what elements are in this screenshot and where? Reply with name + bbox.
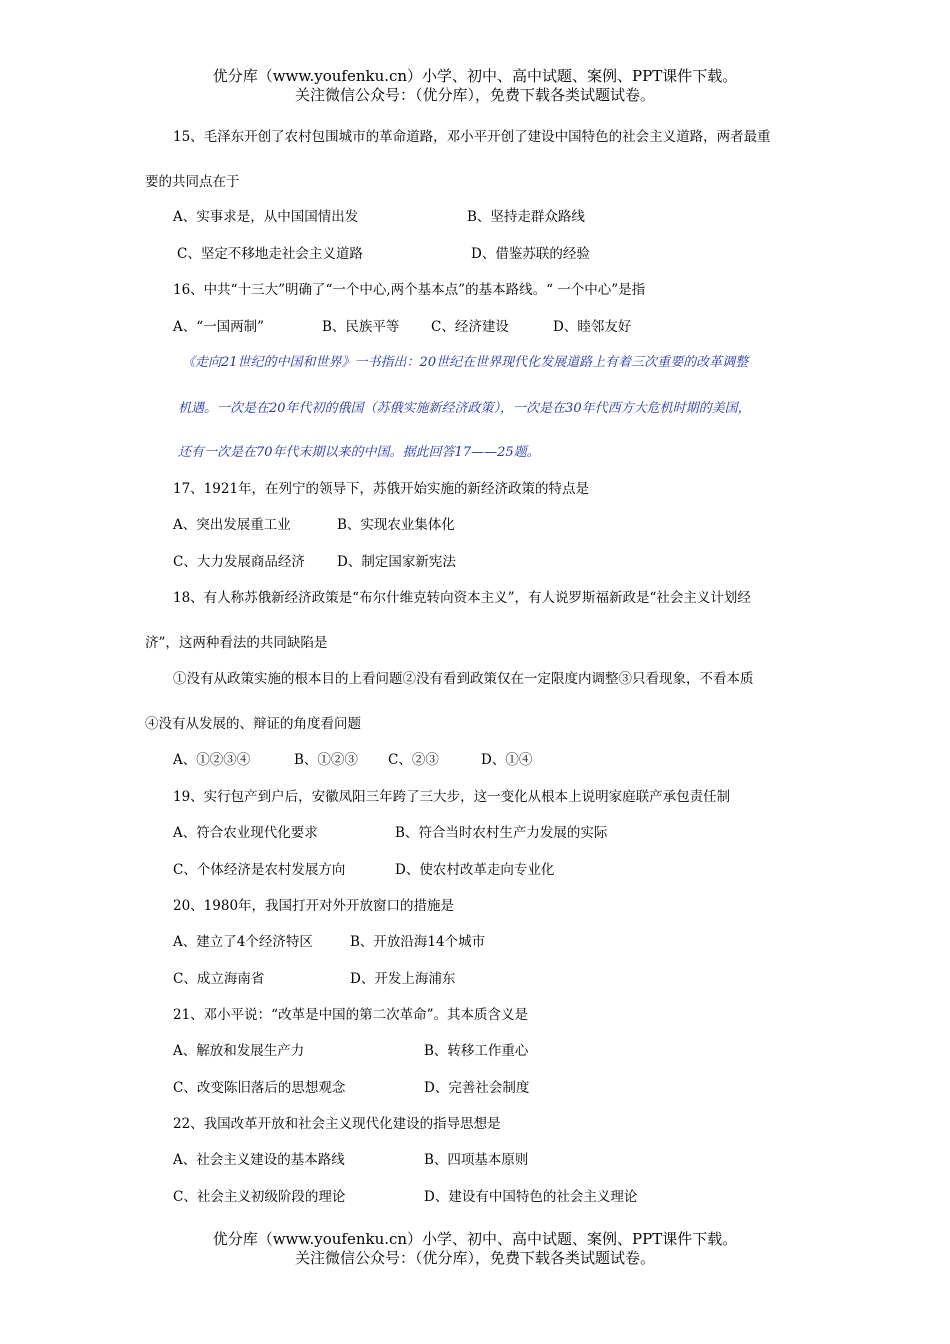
q16-option-b: B、民族平等 xyxy=(322,319,400,335)
q17-option-b: B、实现农业集体化 xyxy=(337,517,455,533)
intro-passage-line-1: 《走向21世纪的中国和世界》一书指出：20世纪在世界现代化发展道路上有着三次重要的改革调整 xyxy=(182,355,749,370)
q15-option-b: B、坚持走群众路线 xyxy=(467,209,585,225)
q15-option-d: D、借鉴苏联的经验 xyxy=(471,246,590,262)
q15-option-a: A、实事求是，从中国国情出发 xyxy=(173,209,359,225)
q21-stem: 21、邓小平说：“改革是中国的第二次革命”。其本质含义是 xyxy=(173,1007,528,1023)
q21-option-d: D、完善社会制度 xyxy=(424,1080,530,1096)
intro-passage-line-3: 还有一次是在70年代末期以来的中国。据此回答17——25题。 xyxy=(178,445,540,460)
q15-stem-line-1: 15、毛泽东开创了农村包围城市的革命道路，邓小平开创了建设中国特色的社会主义道路，两者最重 xyxy=(173,129,771,145)
page-header-line-2: 关注微信公众号：（优分库），免费下载各类试题试卷。 xyxy=(294,86,655,104)
q18-option-b: B、①②③ xyxy=(294,752,358,768)
q22-stem: 22、我国改革开放和社会主义现代化建设的指导思想是 xyxy=(173,1116,501,1132)
q15-stem-line-2: 要的共同点在于 xyxy=(145,174,240,190)
q22-option-b: B、四项基本原则 xyxy=(424,1152,529,1168)
q20-option-b: B、开放沿海14个城市 xyxy=(350,934,486,950)
q17-option-a: A、突出发展重工业 xyxy=(173,517,291,533)
q15-option-c: C、坚定不移地走社会主义道路 xyxy=(177,246,363,262)
q17-option-c: C、大力发展商品经济 xyxy=(173,554,305,570)
q19-option-c: C、个体经济是农村发展方向 xyxy=(173,862,346,878)
q18-option-d: D、①④ xyxy=(481,752,533,768)
q19-option-a: A、符合农业现代化要求 xyxy=(173,825,318,841)
page-footer-line-1: 优分库（www.youfenku.cn）小学、初中、高中试题、案例、PPT课件下载。 xyxy=(212,1230,738,1248)
q18-stem-line-1: 18、有人称苏俄新经济政策是“布尔什维克转向资本主义”，有人说罗斯福新政是“社会主义计划经 xyxy=(173,590,751,606)
q17-option-d: D、制定国家新宪法 xyxy=(337,554,456,570)
q16-stem: 16、中共“十三大”明确了“一个中心,两个基本点”的基本路线。“ 一个中心”是指 xyxy=(173,282,646,298)
q20-option-d: D、开发上海浦东 xyxy=(350,971,456,987)
q18-stem-line-2: 济”，这两种看法的共同缺陷是 xyxy=(145,635,328,651)
q20-option-c: C、成立海南省 xyxy=(173,971,265,987)
q19-stem: 19、实行包产到户后，安徽凤阳三年跨了三大步，这一变化从根本上说明家庭联产承包责任制 xyxy=(173,789,731,805)
q17-stem: 17、1921年，在列宁的领导下，苏俄开始实施的新经济政策的特点是 xyxy=(173,481,590,497)
q19-option-d: D、使农村改革走向专业化 xyxy=(395,862,555,878)
page-footer-line-2: 关注微信公众号：（优分库），免费下载各类试题试卷。 xyxy=(294,1249,655,1267)
q20-option-a: A、建立了4个经济特区 xyxy=(173,934,313,950)
q21-option-a: A、解放和发展生产力 xyxy=(173,1043,305,1059)
q19-option-b: B、符合当时农村生产力发展的实际 xyxy=(395,825,608,841)
q20-stem: 20、1980年，我国打开对外开放窗口的措施是 xyxy=(173,898,455,914)
q21-option-b: B、转移工作重心 xyxy=(424,1043,529,1059)
q22-option-c: C、社会主义初级阶段的理论 xyxy=(173,1189,346,1205)
q21-option-c: C、改变陈旧落后的思想观念 xyxy=(173,1080,346,1096)
q18-statements-line-2: ④没有从发展的、辩证的角度看问题 xyxy=(145,716,361,732)
q16-option-a: A、“一国两制” xyxy=(173,319,265,335)
q18-statements-line-1: ①没有从政策实施的根本目的上看问题②没有看到政策仅在一定限度内调整③只看现象，不看本质 xyxy=(173,671,754,687)
q16-option-d: D、睦邻友好 xyxy=(553,319,632,335)
page-header-line-1: 优分库（www.youfenku.cn）小学、初中、高中试题、案例、PPT课件下载。 xyxy=(212,67,738,85)
q18-option-c: C、②③ xyxy=(388,752,439,768)
q22-option-a: A、社会主义建设的基本路线 xyxy=(173,1152,345,1168)
q18-option-a: A、①②③④ xyxy=(173,752,251,768)
intro-passage-line-2: 机遇。一次是在20年代初的俄国（苏俄实施新经济政策），一次是在30年代西方大危机时期的美国， xyxy=(178,401,751,416)
q16-option-c: C、经济建设 xyxy=(431,319,509,335)
q22-option-d: D、建设有中国特色的社会主义理论 xyxy=(424,1189,638,1205)
